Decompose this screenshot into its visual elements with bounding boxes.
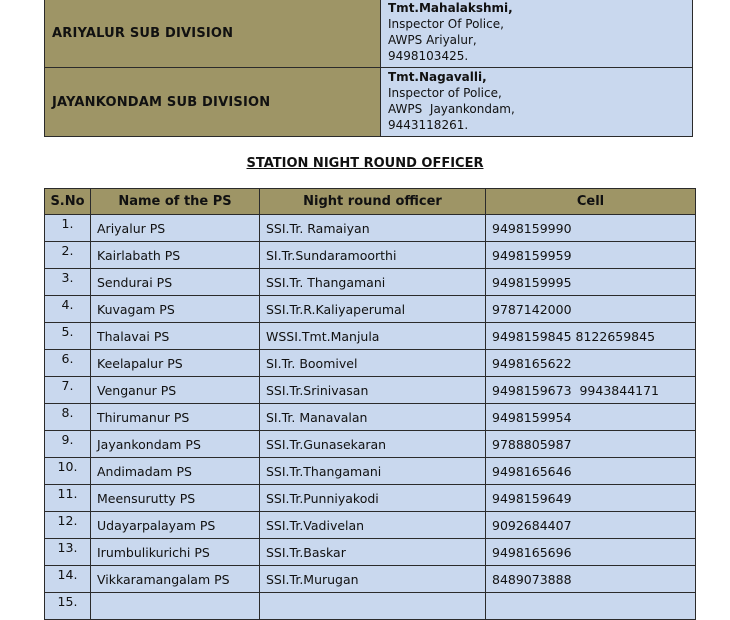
row-sno: 4.: [45, 296, 91, 323]
row-cell: 9498159649: [486, 485, 696, 512]
table-row: [45, 377, 696, 404]
row-cell: 9498159845 8122659845: [486, 323, 696, 350]
row-ps-name: [91, 593, 260, 620]
row-sno: 7.: [45, 377, 91, 404]
row-ps-name: Jayankondam PS: [91, 431, 260, 458]
row-sno: 12.: [45, 512, 91, 539]
row-officer: SI.Tr.Sundaramoorthi: [260, 242, 486, 269]
sub-division-body: [45, 0, 693, 137]
row-officer: SSI.Tr.Baskar: [260, 539, 486, 566]
officer-detail-line: AWPS Jayankondam,: [388, 102, 515, 116]
row-cell: 9498165696: [486, 539, 696, 566]
row-sno: 14.: [45, 566, 91, 593]
table-row: [45, 323, 696, 350]
row-officer: [260, 593, 486, 620]
row-officer: SSI.Tr.R.Kaliyaperumal: [260, 296, 486, 323]
header-officer: Night round officer: [260, 189, 486, 215]
table-row: [45, 242, 696, 269]
row-cell: 9498159959: [486, 242, 696, 269]
sub-division-name: ARIYALUR SUB DIVISION: [45, 0, 381, 68]
row-officer: SSI.Tr.Vadivelan: [260, 512, 486, 539]
row-cell: 8489073888: [486, 566, 696, 593]
row-officer: SI.Tr. Boomivel: [260, 350, 486, 377]
row-cell: 9498159995: [486, 269, 696, 296]
night-round-table: [44, 188, 696, 620]
table-row: [45, 350, 696, 377]
sub-division-officer: [381, 68, 693, 137]
table-row: [45, 404, 696, 431]
row-cell: 9498159673 9943844171: [486, 377, 696, 404]
sub-division-row: [45, 0, 693, 68]
officer-detail-line: 9443118261.: [388, 118, 469, 132]
row-ps-name: Keelapalur PS: [91, 350, 260, 377]
night-round-body: [45, 215, 696, 620]
row-ps-name: Kairlabath PS: [91, 242, 260, 269]
row-ps-name: Irumbulikurichi PS: [91, 539, 260, 566]
row-ps-name: Sendurai PS: [91, 269, 260, 296]
header-cell: Cell: [486, 189, 696, 215]
row-officer: SSI.Tr.Srinivasan: [260, 377, 486, 404]
row-sno: 2.: [45, 242, 91, 269]
row-officer: SSI.Tr. Ramaiyan: [260, 215, 486, 242]
row-sno: 11.: [45, 485, 91, 512]
officer-detail-line: AWPS Ariyalur,: [388, 33, 477, 47]
row-officer: SSI.Tr. Thangamani: [260, 269, 486, 296]
row-ps-name: Udayarpalayam PS: [91, 512, 260, 539]
row-cell: [486, 593, 696, 620]
table-row: [45, 296, 696, 323]
sub-division-row: [45, 68, 693, 137]
row-sno: 5.: [45, 323, 91, 350]
row-cell: 9498165622: [486, 350, 696, 377]
row-sno: 3.: [45, 269, 91, 296]
row-officer: WSSI.Tmt.Manjula: [260, 323, 486, 350]
row-ps-name: Andimadam PS: [91, 458, 260, 485]
table-row: [45, 215, 696, 242]
table-row: [45, 593, 696, 620]
header-ps-name: Name of the PS: [91, 189, 260, 215]
row-ps-name: Ariyalur PS: [91, 215, 260, 242]
row-cell: 9498159990: [486, 215, 696, 242]
row-cell: 9787142000: [486, 296, 696, 323]
officer-name: Tmt.Nagavalli,: [388, 70, 487, 84]
row-sno: 10.: [45, 458, 91, 485]
table-row: [45, 458, 696, 485]
row-ps-name: Meensurutty PS: [91, 485, 260, 512]
row-sno: 9.: [45, 431, 91, 458]
section-title: STATION NIGHT ROUND OFFICER: [246, 156, 484, 171]
table-row: [45, 512, 696, 539]
row-cell: 9498165646: [486, 458, 696, 485]
row-officer: SSI.Tr.Punniyakodi: [260, 485, 486, 512]
table-row: [45, 269, 696, 296]
row-sno: 8.: [45, 404, 91, 431]
table-row: [45, 566, 696, 593]
row-cell: 9788805987: [486, 431, 696, 458]
officer-detail-line: 9498103425.: [388, 49, 469, 63]
table-row: [45, 539, 696, 566]
row-ps-name: Thirumanur PS: [91, 404, 260, 431]
officer-detail-line: Inspector Of Police,: [388, 17, 504, 31]
row-cell: 9498159954: [486, 404, 696, 431]
row-sno: 15.: [45, 593, 91, 620]
row-officer: SSI.Tr.Gunasekaran: [260, 431, 486, 458]
row-ps-name: Kuvagam PS: [91, 296, 260, 323]
sub-division-name: JAYANKONDAM SUB DIVISION: [45, 68, 381, 137]
officer-detail-line: Inspector of Police,: [388, 86, 502, 100]
row-cell: 9092684407: [486, 512, 696, 539]
row-officer: SSI.Tr.Murugan: [260, 566, 486, 593]
sub-division-table: [44, 0, 693, 137]
header-sno: S.No: [45, 189, 91, 215]
officer-name: Tmt.Mahalakshmi,: [388, 1, 513, 15]
row-sno: 1.: [45, 215, 91, 242]
row-sno: 13.: [45, 539, 91, 566]
row-officer: SI.Tr. Manavalan: [260, 404, 486, 431]
row-officer: SSI.Tr.Thangamani: [260, 458, 486, 485]
header-row: [45, 189, 696, 215]
sub-division-officer: [381, 0, 693, 68]
row-ps-name: Venganur PS: [91, 377, 260, 404]
row-sno: 6.: [45, 350, 91, 377]
table-row: [45, 485, 696, 512]
row-ps-name: Thalavai PS: [91, 323, 260, 350]
row-ps-name: Vikkaramangalam PS: [91, 566, 260, 593]
table-row: [45, 431, 696, 458]
